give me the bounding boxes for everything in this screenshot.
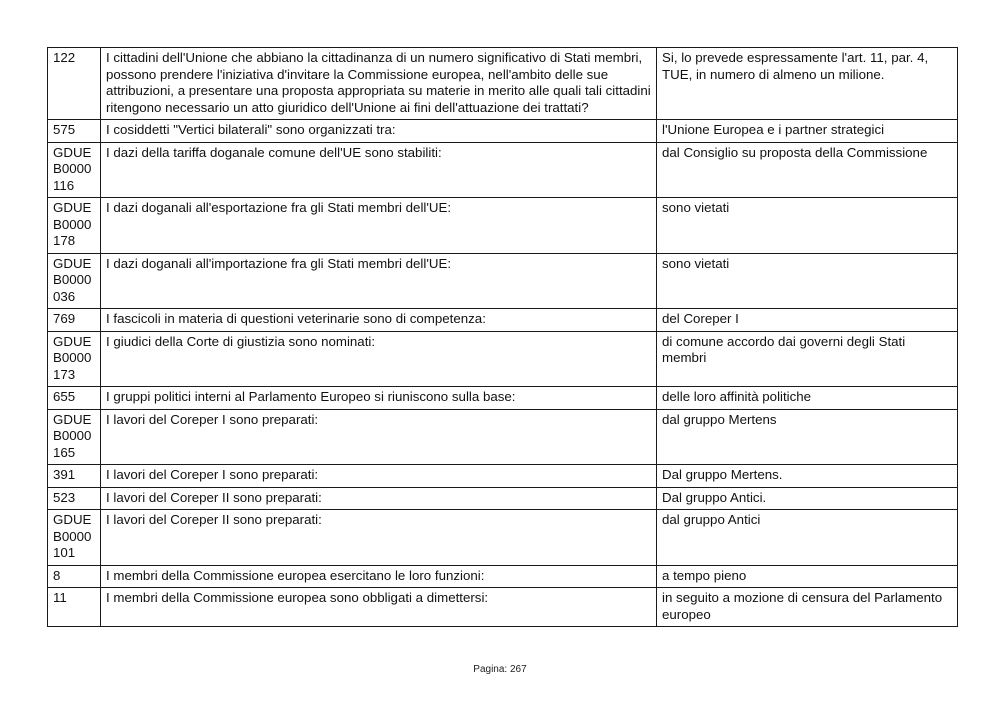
question-text: I membri della Commissione europea sono obbligati a dimettersi: <box>101 588 657 627</box>
question-id: GDUE B0000 178 <box>48 198 101 254</box>
question-id: 769 <box>48 309 101 332</box>
question-text: I lavori del Coreper I sono preparati: <box>101 409 657 465</box>
question-id: 655 <box>48 387 101 410</box>
question-text: I membri della Commissione europea esercitano le loro funzioni: <box>101 565 657 588</box>
table-row <box>48 565 958 588</box>
answer-text: in seguito a mozione di censura del Parlamento europeo <box>657 588 958 627</box>
table-row <box>48 120 958 143</box>
question-id: 122 <box>48 48 101 120</box>
table-row <box>48 465 958 488</box>
table-row <box>48 253 958 309</box>
answer-text: Dal gruppo Mertens. <box>657 465 958 488</box>
answer-text: del Coreper I <box>657 309 958 332</box>
table-row <box>48 487 958 510</box>
question-text: I dazi doganali all'importazione fra gli Stati membri dell'UE: <box>101 253 657 309</box>
table-row <box>48 48 958 120</box>
question-text: I lavori del Coreper I sono preparati: <box>101 465 657 488</box>
question-id: GDUE B0000 101 <box>48 510 101 566</box>
quiz-page <box>47 47 957 627</box>
question-text: I dazi doganali all'esportazione fra gli Stati membri dell'UE: <box>101 198 657 254</box>
answer-text: dal Consiglio su proposta della Commissione <box>657 142 958 198</box>
answer-text: sono vietati <box>657 198 958 254</box>
table-row <box>48 387 958 410</box>
question-text: I cittadini dell'Unione che abbiano la cittadinanza di un numero significativo di Stati membri, possono prendere l'iniziativa d'invitare la Commissione europea, nell'ambito delle sue attribuzioni, a presentare una proposta appropriata su materie in merito alle quali tali cittadini ritengono necessario un atto giuridico dell'Unione ai fini dell'attuazione dei trattati? <box>101 48 657 120</box>
question-text: I lavori del Coreper II sono preparati: <box>101 487 657 510</box>
answer-text: dal gruppo Mertens <box>657 409 958 465</box>
question-id: GDUE B0000 036 <box>48 253 101 309</box>
question-text: I gruppi politici interni al Parlamento Europeo si riuniscono sulla base: <box>101 387 657 410</box>
question-id: 11 <box>48 588 101 627</box>
answer-text: dal gruppo Antici <box>657 510 958 566</box>
question-id: GDUE B0000 116 <box>48 142 101 198</box>
answer-text: a tempo pieno <box>657 565 958 588</box>
table-row <box>48 142 958 198</box>
answer-text: di comune accordo dai governi degli Stati membri <box>657 331 958 387</box>
question-text: I cosiddetti "Vertici bilaterali" sono organizzati tra: <box>101 120 657 143</box>
question-id: GDUE B0000 165 <box>48 409 101 465</box>
answer-text: l'Unione Europea e i partner strategici <box>657 120 958 143</box>
answer-text: Si, lo prevede espressamente l'art. 11, par. 4, TUE, in numero di almeno un milione. <box>657 48 958 120</box>
table-row <box>48 309 958 332</box>
question-id: 575 <box>48 120 101 143</box>
answer-text: delle loro affinità politiche <box>657 387 958 410</box>
question-id: 8 <box>48 565 101 588</box>
table-row <box>48 588 958 627</box>
question-text: I dazi della tariffa doganale comune dell'UE sono stabiliti: <box>101 142 657 198</box>
answer-text: Dal gruppo Antici. <box>657 487 958 510</box>
question-id: 391 <box>48 465 101 488</box>
quiz-table <box>47 47 958 627</box>
question-id: 523 <box>48 487 101 510</box>
question-id: GDUE B0000 173 <box>48 331 101 387</box>
question-text: I fascicoli in materia di questioni veterinarie sono di competenza: <box>101 309 657 332</box>
table-row <box>48 198 958 254</box>
table-row <box>48 510 958 566</box>
answer-text: sono vietati <box>657 253 958 309</box>
table-row <box>48 331 958 387</box>
page-number: Pagina: 267 <box>473 664 527 675</box>
table-row <box>48 409 958 465</box>
question-text: I giudici della Corte di giustizia sono nominati: <box>101 331 657 387</box>
question-text: I lavori del Coreper II sono preparati: <box>101 510 657 566</box>
